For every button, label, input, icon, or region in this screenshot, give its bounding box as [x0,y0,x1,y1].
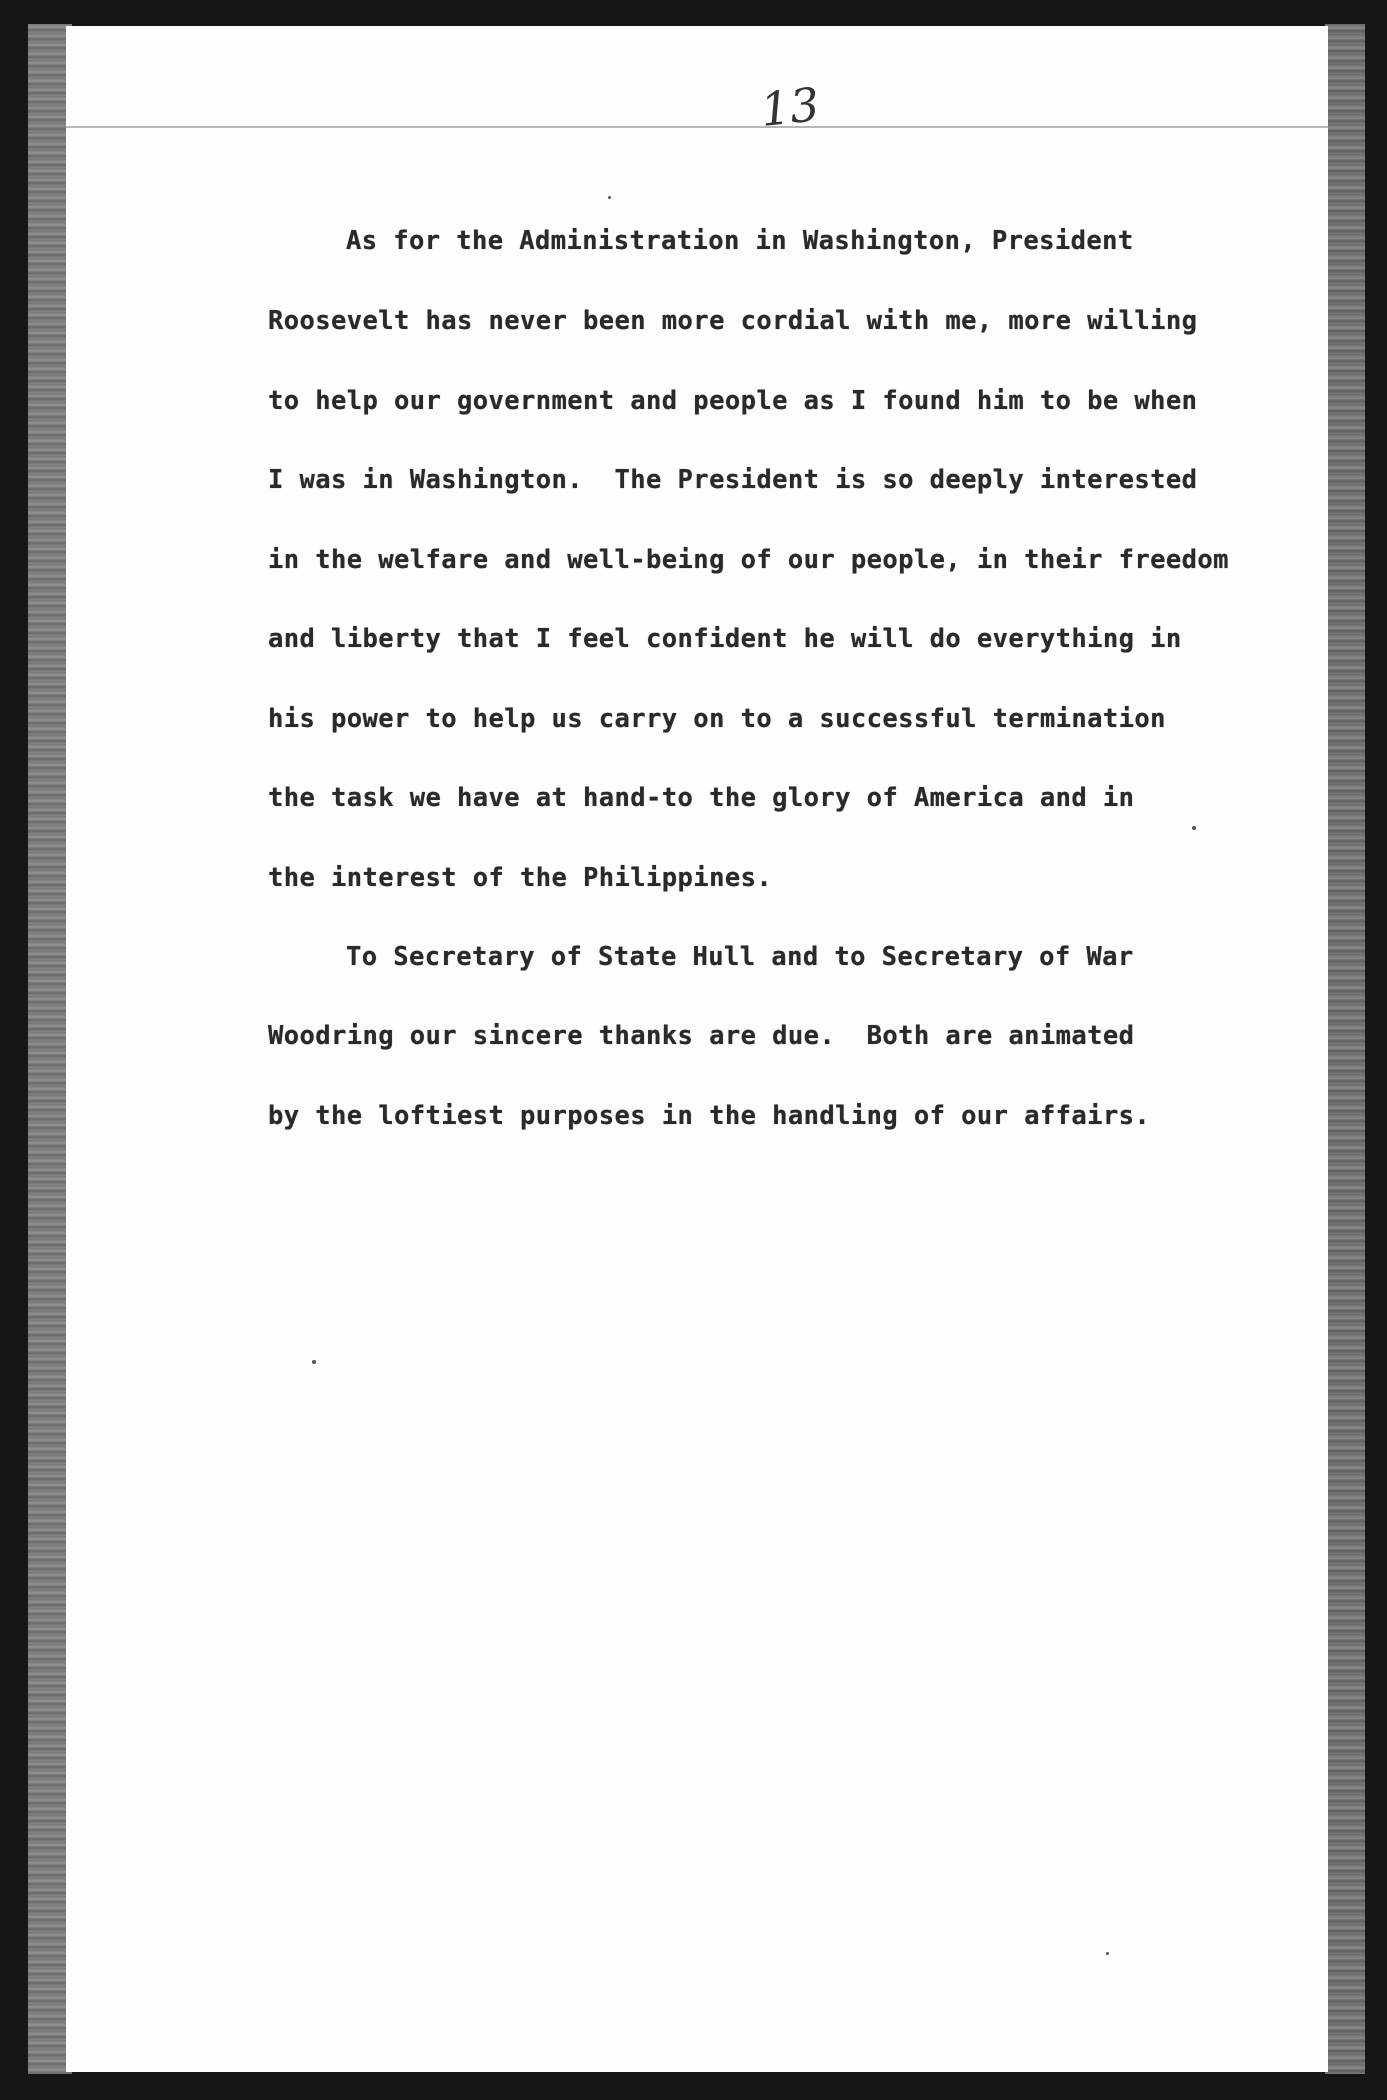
paragraph-1-line-7: his power to help us carry on to a successful termination [268,704,1166,734]
scan-speck [1106,1952,1109,1955]
paragraph-2-line-2: Woodring our sincere thanks are due. Both are animated [268,1021,1135,1051]
paragraph-1-line-4: I was in Washington. The President is so deeply interested [268,465,1198,495]
paragraph-1-line-1: As for the Administration in Washington, President [346,226,1134,256]
paragraph-1-line-6: and liberty that I feel confident he will do everything in [268,624,1182,654]
page-number: 13 [758,77,822,137]
paragraph-1-line-8: the task we have at hand-to the glory of America and in [268,783,1135,813]
page-fold-line [66,126,1328,128]
scan-speck [1192,826,1196,830]
paragraph-1-line-3: to help our government and people as I found him to be when [268,386,1198,416]
paragraph-2-line-3: by the loftiest purposes in the handling of our affairs. [268,1101,1151,1131]
paragraph-1-line-9: the interest of the Philippines. [268,863,773,893]
scan-speck [608,196,611,199]
paragraph-2-line-1: To Secretary of State Hull and to Secretary of War [346,942,1134,972]
scan-speck [312,1360,316,1364]
paragraph-1-line-2: Roosevelt has never been more cordial with me, more willing [268,306,1198,336]
scan-edge-right [1325,24,1365,2074]
paragraph-1-line-5: in the welfare and well-being of our people, in their freedom [268,545,1229,575]
